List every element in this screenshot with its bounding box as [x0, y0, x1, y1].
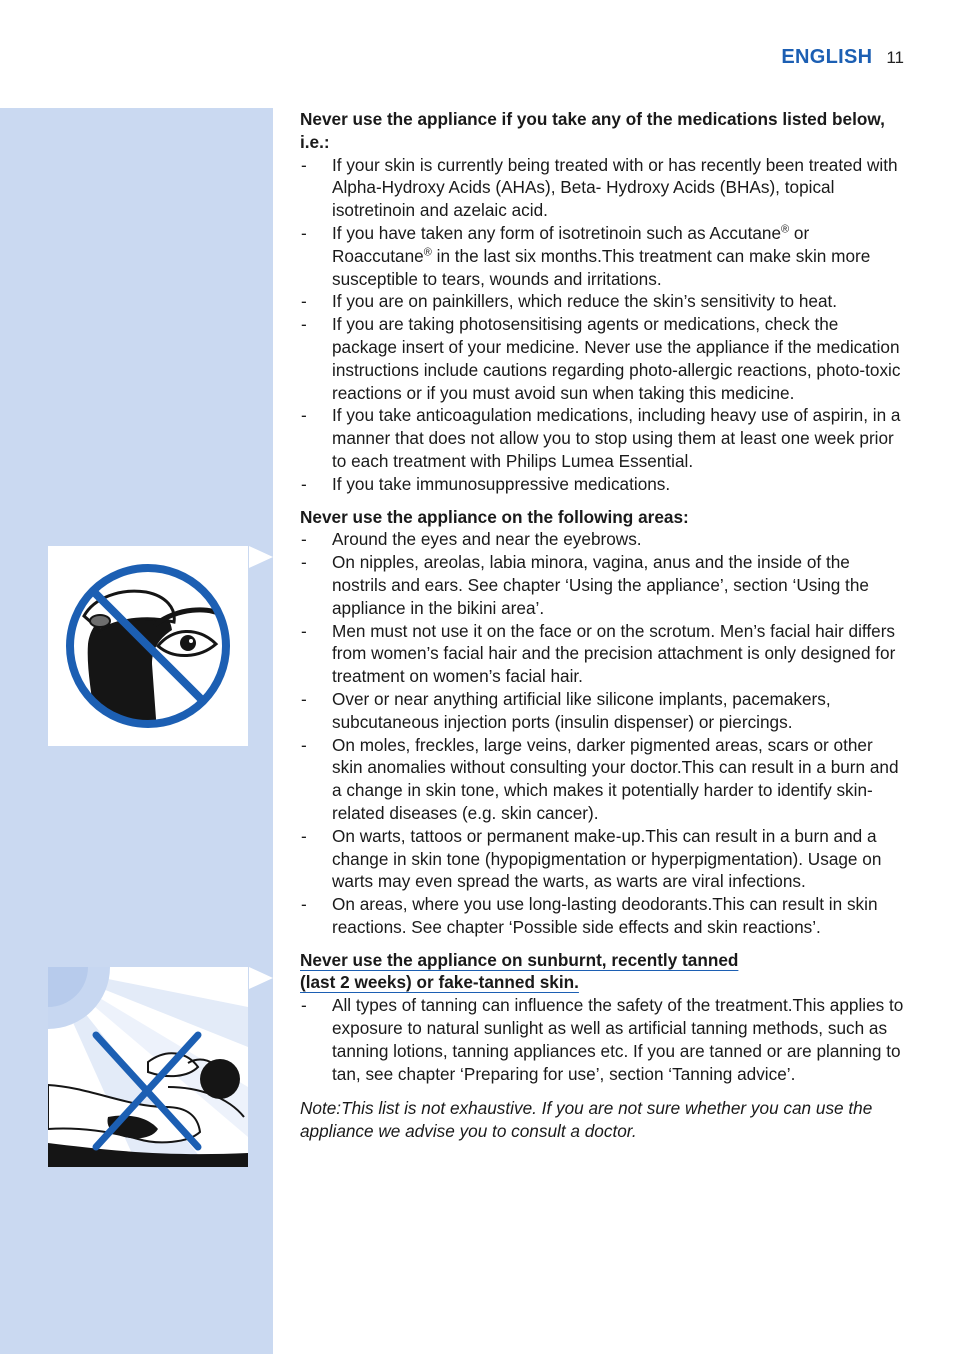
main-content: [300, 108, 904, 1160]
no-eye-area-illustration: [48, 546, 248, 746]
page-number: 11: [886, 48, 904, 67]
sunburn-heading-line2: (last 2 weeks) or fake-tanned skin.: [300, 972, 579, 993]
list-item: - If you take anticoagulation medications, including heavy use of aspirin, in a manner that does not allow you to stop using them at least one week prior to each treatment with Philips Lumea Essential.: [300, 404, 904, 472]
sunburn-heading-line1: Never use the appliance on sunburnt, recently tanned: [300, 949, 739, 970]
medications-heading: Never use the appliance if you take any of the medications listed below, i.e.:: [300, 109, 885, 152]
prohibition-eye-icon: [48, 546, 248, 746]
list-item: - On nipples, areolas, labia minora, vagina, anus and the inside of the nostrils and ears. See chapter ‘Using the appliance’, section ‘Using the appliance in the bikini area’.: [300, 551, 904, 619]
illustration-pointer: [249, 546, 273, 568]
language-label: ENGLISH: [781, 46, 873, 68]
list-item: - Around the eyes and near the eyebrows.: [300, 528, 904, 551]
list-item: - All types of tanning can influence the safety of the treatment.This applies to exposure to natural sunlight as well as artificial tanning methods, such as tanning lotions, tanning appliances etc. If you are tanned or are planning to tan, see chapter ‘Preparing for use’, section ‘Tanning advice’.: [300, 994, 904, 1085]
sunburn-list: [300, 994, 904, 1085]
no-tanning-icon: [48, 967, 248, 1167]
medications-list: [300, 154, 904, 496]
list-item: - Over or near anything artificial like silicone implants, pacemakers, subcutaneous injection ports (insulin dispenser) or piercings.: [300, 688, 904, 734]
list-item: - On warts, tattoos or permanent make-up.This can result in a burn and a change in skin tone (hypopigmentation or hyperpigmentation). Usage on warts may even spread the warts, as warts are viral infections.: [300, 825, 904, 893]
list-item: - If you have taken any form of isotretinoin such as Accutane® or Roaccutane® in the last six months.This treatment can make skin more susceptible to tears, wounds and irritations.: [300, 222, 904, 290]
page-header: [781, 46, 904, 69]
list-item: - On moles, freckles, large veins, darker pigmented areas, scars or other skin anomalies without consulting your doctor.This can result in a burn and a change in skin tone, which makes it potentially harder to identify skin-related diseases (e.g. skin cancer).: [300, 734, 904, 825]
list-item: - If you are taking photosensitising agents or medications, check the package insert of your medicine. Never use the appliance if the medication instructions include cautions regarding photo-allergic reactions, photo-toxic reactions or if you must avoid sun when taking this medicine.: [300, 313, 904, 404]
list-item: - On areas, where you use long-lasting deodorants.This can result in skin reactions. See chapter ‘Possible side effects and skin reactions’.: [300, 893, 904, 939]
illustration-pointer: [249, 967, 273, 989]
list-item: - If you are on painkillers, which reduce the skin’s sensitivity to heat.: [300, 290, 904, 313]
sunburn-heading: [300, 949, 904, 995]
areas-list: [300, 528, 904, 938]
no-sunbathing-illustration: [48, 967, 248, 1167]
list-item: - If you take immunosuppressive medications.: [300, 473, 904, 496]
note-text: Note:This list is not exhaustive. If you are not sure whether you can use the appliance we advise you to consult a doctor.: [300, 1098, 873, 1142]
areas-heading: Never use the appliance on the following areas:: [300, 506, 689, 527]
list-item: - If your skin is currently being treated with or has recently been treated with Alpha-Hydroxy Acids (AHAs), Beta- Hydroxy Acids (BHAs), topical isotretinoin and azelaic acid.: [300, 154, 904, 222]
list-item: - Men must not use it on the face or on the scrotum. Men’s facial hair differs from women’s facial hair and the precision attachment is only designed for treatment on women’s facial hair.: [300, 620, 904, 688]
